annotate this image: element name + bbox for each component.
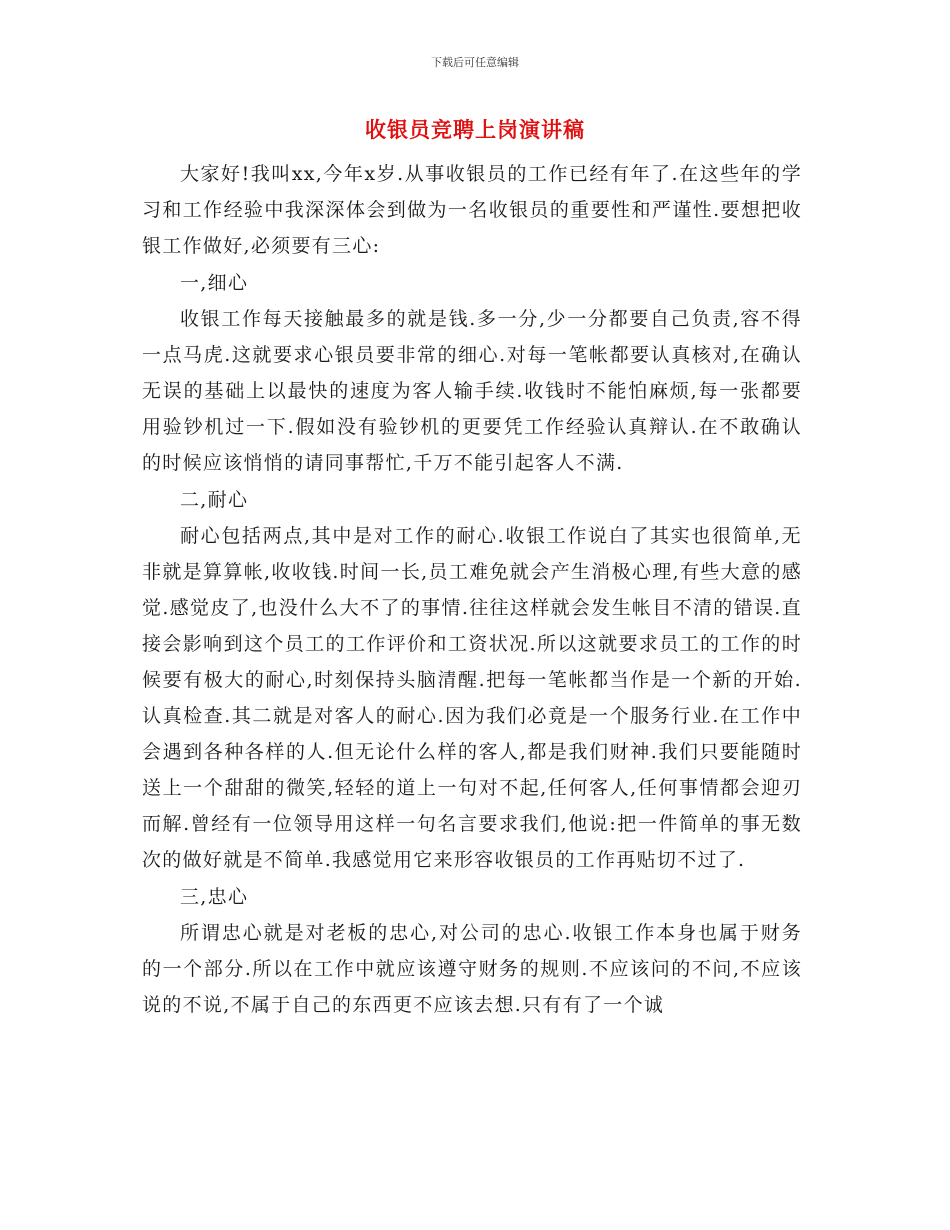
intro-paragraph: 大家好!我叫xx,今年x岁.从事收银员的工作已经有年了.在这些年的学习和工作经验中我深深体会到做为一名收银员的重要性和严谨性.要想把收银工作做好,必须要有三心:: [142, 163, 802, 257]
document-title: 收银员竞聘上岗演讲稿: [365, 118, 585, 142]
section-heading-3: 三,忠心: [180, 886, 249, 908]
section-paragraph-3: 所谓忠心就是对老板的忠心,对公司的忠心.收银工作本身也属于财务的一个部分.所以在工作中就应该遵守财务的规则.不应该问的不问,不应该说的不说,不属于自己的东西更不应该去想.只有有了一个诚: [142, 922, 802, 1016]
header-note: 下载后可任意编辑: [431, 56, 519, 69]
document-body: [142, 156, 802, 1023]
section-heading-1: 一,细心: [180, 272, 249, 294]
section-heading-2: 二,耐心: [180, 489, 249, 511]
section-paragraph-1: 收银工作每天接触最多的就是钱.多一分,少一分都要自己负责,容不得一点马虎.这就要求心银员要非常的细心.对每一笔帐都要认真核对,在确认无误的基础上以最快的速度为客人输手续.收钱时不能怕麻烦,每一张都要用验钞机过一下.假如没有验钞机的更要凭工作经验认真辩认.在不敢确认的时候应该悄悄的请同事帮忙,千万不能引起客人不满.: [142, 308, 802, 474]
section-paragraph-2: 耐心包括两点,其中是对工作的耐心.收银工作说白了其实也很简单,无非就是算算帐,收收钱.时间一长,员工难免就会产生消极心理,有些大意的感觉.感觉皮了,也没什么大不了的事情.往往这样就会发生帐目不清的错误.直接会影响到这个员工的工作评价和工资状况.所以这就要求员工的工作的时候要有极大的耐心,时刻保持头脑清醒.把每一笔帐都当作是一个新的开始.认真检查.其二就是对客人的耐心.因为我们必竟是一个服务行业.在工作中会遇到各种各样的人.但无论什么样的客人,都是我们财神.我们只要能随时送上一个甜甜的微笑,轻轻的道上一句对不起,任何客人,任何事情都会迎刃而解.曾经有一位领导用这样一句名言要求我们,他说:把一件简单的事无数次的做好就是不简单.我感觉用它来形容收银员的工作再贴切不过了.: [142, 525, 802, 871]
